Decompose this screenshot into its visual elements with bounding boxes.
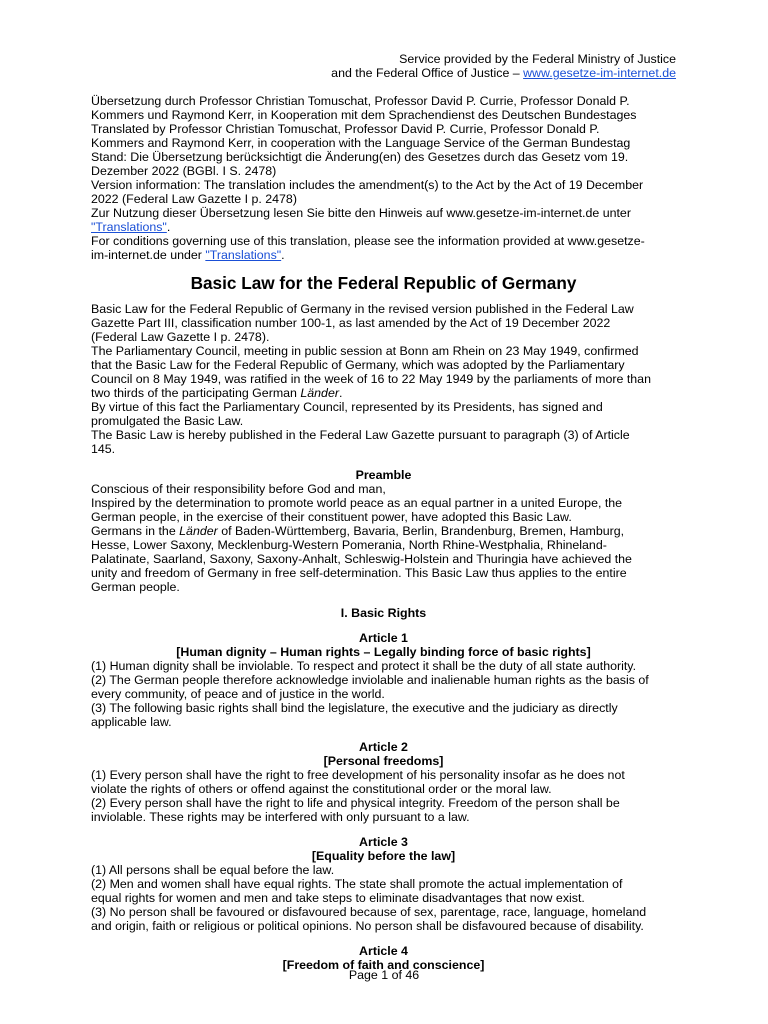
- article-4-subtitle: [Freedom of faith and conscience]: [282, 958, 485, 972]
- preamble-heading: Preamble: [355, 468, 412, 482]
- intro-line: [91, 386, 676, 400]
- article-line: (2) Every person shall have the right to life and physical integrity. Freedom of the person shall be: [91, 796, 620, 810]
- info-line: Kommers and Raymond Kerr, in cooperation with the Language Service of the German Bundestag: [91, 136, 631, 150]
- article-line: every community, of peace and of justice in the world.: [91, 687, 385, 701]
- article-2-text: [91, 768, 676, 824]
- article-3-heading: Article 3: [359, 835, 408, 849]
- article-line: (1) Human dignity shall be inviolable. To respect and protect it shall be the duty of all state authority.: [91, 659, 637, 673]
- article-2-subtitle: [Personal freedoms]: [323, 754, 444, 768]
- document-page: [91, 52, 676, 972]
- preamble-line: German people, in the exercise of their constituent power, have adopted this Basic Law.: [91, 510, 572, 524]
- intro-line: The Parliamentary Council, meeting in public session at Bonn am Rhein on 23 May 1949, confirmed: [91, 344, 639, 358]
- intro-line: that the Basic Law for the Federal Republic of Germany, which was adopted by the Parliamentary: [91, 358, 625, 372]
- info-line: Dezember 2022 (BGBl. I S. 2478): [91, 164, 277, 178]
- intro-text: [91, 302, 676, 456]
- article-line: applicable law.: [91, 715, 172, 729]
- preamble-text: [91, 482, 676, 594]
- preamble-line: unity and freedom of Germany in free self-determination. This Basic Law thus applies to the entire: [91, 566, 627, 580]
- article-1-heading: Article 1: [359, 631, 408, 645]
- info-line: Version information: The translation includes the amendment(s) to the Act by the Act of 19 December: [91, 178, 644, 192]
- info-line: Stand: Die Übersetzung berücksichtigt die Änderung(en) des Gesetzes durch das Gesetz vom 19.: [91, 150, 629, 164]
- section-heading-basic-rights: I. Basic Rights: [340, 606, 427, 620]
- article-3-subtitle: [Equality before the law]: [311, 849, 456, 863]
- article-line: (2) The German people therefore acknowledge inviolable and inalienable human rights as the basis of: [91, 673, 649, 687]
- intro-line: By virtue of this fact the Parliamentary Council, represented by its Presidents, has signed and: [91, 400, 603, 414]
- preamble-line: Conscious of their responsibility before God and man,: [91, 482, 386, 496]
- article-line: (3) No person shall be favoured or disfavoured because of sex, parentage, race, language, homeland: [91, 905, 647, 919]
- info-suffix: .: [281, 248, 285, 262]
- intro-line: promulgated the Basic Law.: [91, 414, 244, 428]
- intro-line: 145.: [91, 442, 116, 456]
- service-header: [91, 52, 676, 80]
- intro-line: Basic Law for the Federal Republic of Germany in the revised version published in the Federal Law: [91, 302, 634, 316]
- translation-info: [91, 94, 676, 262]
- preamble-line: Palatinate, Saarland, Saxony, Saxony-Anhalt, Schleswig-Holstein and Thuringia have achieved the: [91, 552, 632, 566]
- info-line: [91, 220, 676, 234]
- preamble-prefix: Germans in the: [91, 524, 180, 538]
- article-3-text: [91, 863, 676, 933]
- info-suffix: .: [166, 220, 171, 234]
- article-2-heading: Article 2: [359, 740, 408, 754]
- intro-line: Gazette Part III, classification number 100-1, as last amended by the Act of 19 December 2022: [91, 316, 611, 330]
- intro-prefix: two thirds of the participating German: [91, 386, 301, 400]
- info-prefix: im-internet.de under: [91, 248, 206, 262]
- info-line: Kommers und Raymond Kerr, in Kooperation mit dem Sprachendienst des Deutschen Bundestages: [91, 108, 637, 122]
- article-line: (2) Men and women shall have equal rights. The state shall promote the actual implementation of: [91, 877, 623, 891]
- article-4-heading: Article 4: [359, 944, 408, 958]
- info-line: Zur Nutzung dieser Übersetzung lesen Sie bitte den Hinweis auf www.gesetze-im-internet.de unter: [91, 206, 631, 220]
- document-title: Basic Law for the Federal Republic of Germany: [190, 273, 577, 293]
- article-1-text: [91, 659, 676, 729]
- preamble-line: [91, 524, 676, 538]
- preamble-suffix: of Baden-Württemberg, Bavaria, Berlin, Brandenburg, Bremen, Hamburg,: [217, 524, 625, 538]
- intro-line: (Federal Law Gazette I p. 2478).: [91, 330, 270, 344]
- info-line: [91, 248, 676, 262]
- article-line: (1) Every person shall have the right to free development of his personality insofar as he does not: [91, 768, 625, 782]
- page-number: Page 1 of 46: [348, 968, 420, 982]
- preamble-italic: Länder: [179, 524, 218, 538]
- info-line: Übersetzung durch Professor Christian Tomuschat, Professor David P. Currie, Professor Donald P.: [91, 94, 630, 108]
- intro-line: The Basic Law is hereby published in the Federal Law Gazette pursuant to paragraph (3) of Article: [91, 428, 630, 442]
- info-line: 2022 (Federal Law Gazette I p. 2478): [91, 192, 297, 206]
- preamble-line: German people.: [91, 580, 180, 594]
- translations-link-en[interactable]: "Translations": [205, 248, 282, 262]
- info-line: For conditions governing use of this translation, please see the information provided at www.gesetze-: [91, 234, 645, 248]
- intro-line: Council on 8 May 1949, was ratified in the week of 16 to 22 May 1949 by the parliaments of more than: [91, 372, 651, 386]
- article-1-subtitle: [Human dignity – Human rights – Legally binding force of basic rights]: [176, 645, 591, 659]
- article-line: (1) All persons shall be equal before the law.: [91, 863, 335, 877]
- preamble-line: Inspired by the determination to promote world peace as an equal partner in a united Europe, the: [91, 496, 623, 510]
- article-line: (3) The following basic rights shall bind the legislature, the executive and the judiciary as directly: [91, 701, 618, 715]
- preamble-line: Hesse, Lower Saxony, Mecklenburg-Western Pomerania, North Rhine-Westphalia, Rhineland-: [91, 538, 607, 552]
- service-line-1: Service provided by the Federal Ministry of Justice: [399, 52, 676, 66]
- article-line: violate the rights of others or offend against the constitutional order or the moral law.: [91, 782, 552, 796]
- translations-link-de[interactable]: "Translations": [91, 220, 167, 234]
- service-line-2-prefix: and the Federal Office of Justice –: [331, 66, 524, 80]
- service-line-2: [91, 66, 676, 80]
- gesetze-link[interactable]: www.gesetze-im-internet.de: [523, 66, 676, 80]
- intro-italic: Länder: [300, 386, 339, 400]
- article-line: and origin, faith or religious or political opinions. No person shall be disfavoured because of disability.: [91, 919, 644, 933]
- intro-suffix: .: [338, 386, 343, 400]
- article-line: inviolable. These rights may be interfered with only pursuant to a law.: [91, 810, 470, 824]
- article-line: equal rights for women and men and take steps to eliminate disadvantages that now exist.: [91, 891, 585, 905]
- info-line: Translated by Professor Christian Tomuschat, Professor David P. Currie, Professor Donald P.: [91, 122, 600, 136]
